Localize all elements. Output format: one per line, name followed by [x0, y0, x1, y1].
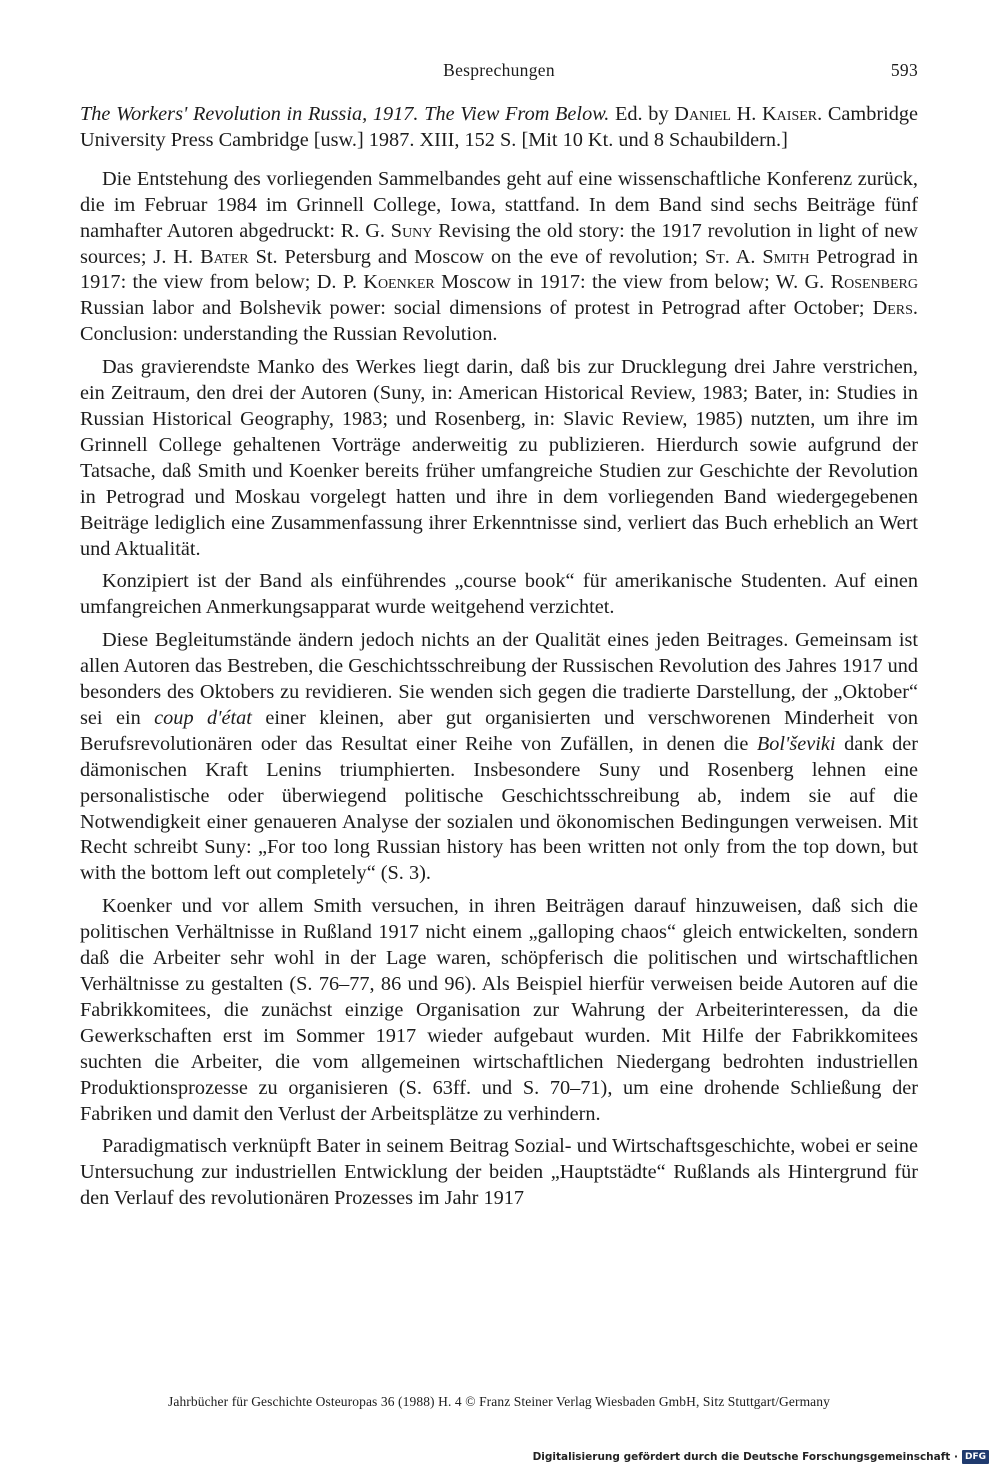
paragraph-2: Das gravierendste Manko des Werkes liegt darin, daß bis zur Drucklegung drei Jahre verstrichen, ein Zeitraum, den drei der Autoren (Suny, in: American Historical Review, 1983; Bater, in: Studies in Russian Historical Geography, 1983; und Rosenberg, in: Slavic Review, 1985) nutzten, um ihre im Grinnell College gehaltenen Vorträge anderweitig zu publizieren. Hierdurch sowie aufgrund der Tatsache, daß Smith und Koenker bereits früher umfangreiche Studien zur Geschichte der Revolution in Petrograd und Moskau vorgelegt hatten und ihre in dem vorliegenden Band wiedergegebenen Beiträge lediglich eine Zusammenfassung ihrer Erkenntnisse sind, verliert das Buch erheblich an Wert und Aktualität.: [80, 356, 918, 560]
dfg-logo-icon: DFG: [962, 1450, 989, 1464]
paragraph-1-text: Petrograd in 1917: the view from below; D. P.: [80, 245, 919, 294]
running-head: [80, 60, 918, 86]
paragraph-5: Koenker und vor allem Smith versuchen, in ihren Beiträgen darauf hinzuweisen, daß sich die politischen Verhältnisse in Rußland 1917 nicht einem „galloping chaos“ gleich entwickelten, sondern daß die Arbeiter sehr wohl in der Lage waren, schöpferisch die politischen und wirtschaftlichen Verhältnisse zu gestalten (S. 76–77, 86 und 96). Als Beispiel hierfür verweisen beide Autoren auf die Fabrikkomitees, die zunächst einzige Organisation zur Wahrung der Arbeiterinteressen, da die Gewerkschaften erst im Sommer 1917 wieder aufgebaut wurden. Mit Hilfe der Fabrikkomitees suchten die Arbeiter, die vom allgemeinen wirtschaftlichen Niedergang bedrohten industriellen Produktionsprozesse zu organisieren (S. 63ff. und S. 70–71), um eine drohende Schließung der Fabriken und damit den Verlust der Arbeitsplätze zu verhindern.: [80, 895, 918, 1125]
paragraph-1-text: Revising the old story: the 1917 revolution in light of new sources; J. H.: [80, 219, 918, 268]
paragraph-4-text: Diese Begleitumstände ändern jedoch nichts an der Qualität eines jeden Beitrages. Gemeinsam ist allen Autoren das Bestreben, die Geschichtsschreibung der Russischen Revolution des Jahres 1917 und besonders des Oktobers zu revidieren. Sie wenden sich gegen die tradierte Darstellung, der „Oktober“ sei ein: [80, 629, 918, 729]
funding-text: Digitalisierung gefördert durch die Deutsche Forschungsgemeinschaft ·: [532, 1451, 958, 1463]
book-title: The Workers' Revolution in Russia, 1917. The View From Below.: [80, 103, 610, 125]
footer-citation: Jahrbücher für Geschichte Osteuropas 36 (1988) H. 4 © Franz Steiner Verlag Wiesbaden GmbH, Sitz Stuttgart/Germany: [168, 1394, 830, 1409]
paragraph-3: Konzipiert ist der Band als einführendes „course book“ für amerikanische Studenten. Auf einen umfangreichen Anmerkungsapparat wurde weitgehend verzichtet.: [80, 570, 918, 619]
author-name: St. A. Smith: [704, 245, 810, 268]
italic-term: coup d'état: [154, 706, 252, 729]
review-body: [80, 102, 918, 1219]
paragraph-1: [80, 167, 918, 348]
paragraph-1-text: Moscow in 1917: the view from below; W. G.: [441, 271, 825, 294]
funding-note: [533, 1449, 989, 1465]
author-name: Suny: [390, 219, 433, 242]
author-name: Ders.: [872, 297, 918, 320]
paragraph-1-text: St. Petersburg and Moscow on the eve of revolution;: [255, 245, 698, 268]
author-name: Koenker: [363, 271, 435, 294]
bibliographic-entry: [80, 102, 918, 154]
author-name: Bater: [200, 245, 249, 268]
paragraph-4-text: einer kleinen, aber gut organisierten und verschworenen Minderheit von Berufsrevolutionären oder das Resultat einer Reihe von Zufällen, in denen die: [80, 706, 918, 755]
italic-term: Bol'ševiki: [756, 732, 836, 755]
publication-details: Cambridge University Press Cambridge [usw.] 1987. XIII, 152 S. [Mit 10 Kt. und 8 Schaubildern.]: [80, 103, 919, 151]
paragraph-1-text: Die Entstehung des vorliegenden Sammelbandes geht auf eine wissenschaftliche Konferenz zurück, die im Februar 1984 im Grinnell College, Iowa, stattfand. In dem Band sind sechs Beiträge fünf namhafter Autoren abgedruckt: R. G.: [80, 167, 918, 242]
paragraph-1-text: Conclusion: understanding the Russian Revolution.: [80, 323, 498, 346]
paragraph-4: [80, 628, 918, 887]
editor-name: Daniel H. Kaiser.: [674, 103, 823, 125]
editor-prefix: Ed. by: [615, 103, 669, 125]
paragraph-6: Paradigmatisch verknüpft Bater in seinem Beitrag Sozial- und Wirtschaftsgeschichte, wobei er seine Untersuchung zur industriellen Entwicklung der beiden „Hauptstädte“ Rußlands als Hintergrund für den Verlauf des revolutionären Prozesses im Jahr 1917: [80, 1135, 918, 1210]
paragraph-4-text: dank der dämonischen Kraft Lenins triumphierten. Insbesondere Suny und Rosenberg lehnen eine personalistische oder überwiegend politische Geschichtsschreibung ab, indem sie auf die Notwendigkeit einer genaueren Analyse der sozialen und ökonomischen Bedingungen verweisen. Mit Recht schreibt Suny: „For too long Russian history has been written not only from the top down, but with the bottom left out completely“ (S. 3).: [80, 732, 918, 885]
author-name: Rosenberg: [830, 271, 919, 294]
page-number: 593: [890, 60, 918, 80]
paragraph-1-text: Russian labor and Bolshevik power: social dimensions of protest in Petrograd after October;: [80, 297, 865, 320]
running-head-title: Besprechungen: [443, 60, 555, 80]
